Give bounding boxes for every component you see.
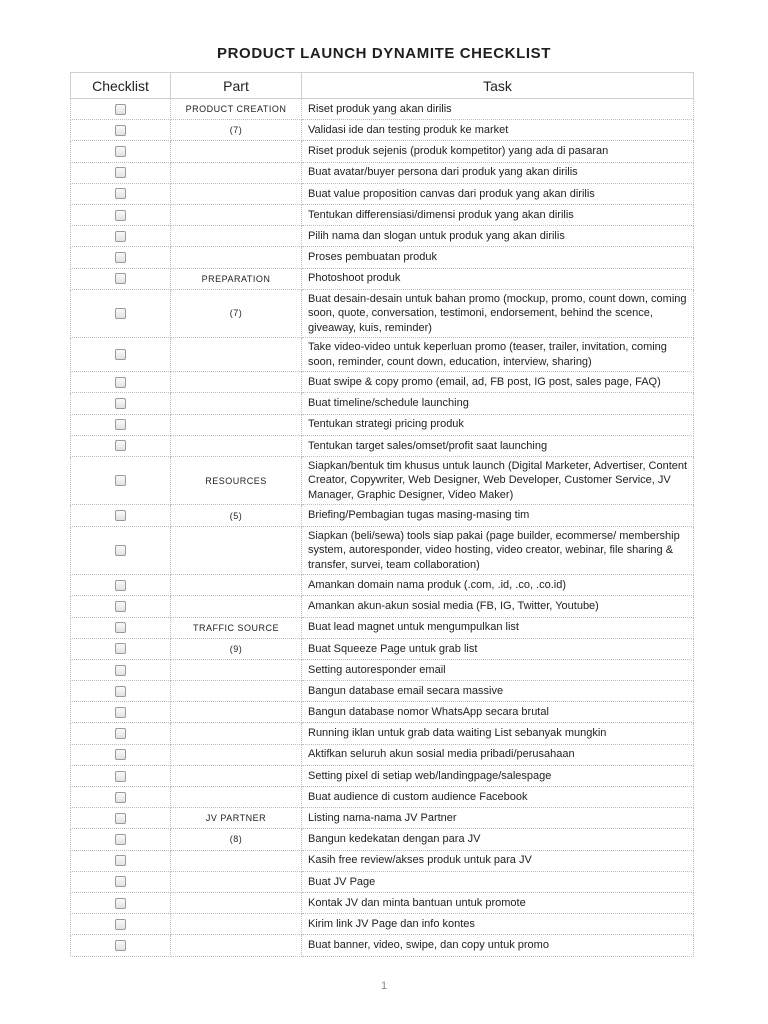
part-cell (171, 765, 302, 786)
checklist-cell (71, 99, 171, 120)
part-cell (171, 247, 302, 268)
checkbox[interactable] (115, 876, 126, 887)
part-cell (171, 414, 302, 435)
table-row (71, 372, 694, 393)
table-row (71, 289, 694, 338)
part-cell: JV PARTNER (171, 808, 302, 829)
table-row (71, 659, 694, 680)
table-row (71, 702, 694, 723)
checklist-cell (71, 723, 171, 744)
checkbox[interactable] (115, 252, 126, 263)
table-row (71, 414, 694, 435)
part-cell (171, 871, 302, 892)
part-cell (171, 393, 302, 414)
part-cell: (9) (171, 638, 302, 659)
page-number: 1 (380, 980, 388, 992)
checklist-cell (71, 681, 171, 702)
checklist-cell (71, 914, 171, 935)
checklist-cell (71, 892, 171, 913)
checkbox[interactable] (115, 125, 126, 136)
task-cell: Tentukan strategi pricing produk (302, 414, 694, 435)
task-cell: Buat Squeeze Page untuk grab list (302, 638, 694, 659)
table-row (71, 268, 694, 289)
checklist-cell (71, 638, 171, 659)
checkbox[interactable] (115, 308, 126, 319)
task-cell: Buat JV Page (302, 871, 694, 892)
checklist-cell (71, 247, 171, 268)
part-cell: (8) (171, 829, 302, 850)
checklist-cell (71, 744, 171, 765)
part-cell (171, 372, 302, 393)
task-cell: Riset produk yang akan dirilis (302, 99, 694, 120)
task-cell: Riset produk sejenis (produk kompetitor) yang ada di pasaran (302, 141, 694, 162)
part-cell (171, 935, 302, 956)
task-cell: Kirim link JV Page dan info kontes (302, 914, 694, 935)
part-cell (171, 787, 302, 808)
checklist-table (70, 72, 694, 957)
checkbox[interactable] (115, 510, 126, 521)
checkbox[interactable] (115, 622, 126, 633)
checklist-cell (71, 659, 171, 680)
checkbox[interactable] (115, 104, 126, 115)
checkbox[interactable] (115, 834, 126, 845)
checklist-cell (71, 526, 171, 575)
checkbox[interactable] (115, 940, 126, 951)
checkbox[interactable] (115, 792, 126, 803)
checklist-cell (71, 435, 171, 456)
table-row (71, 226, 694, 247)
checklist-cell (71, 268, 171, 289)
task-cell: Amankan domain nama produk (.com, .id, .co, .co.id) (302, 575, 694, 596)
table-row (71, 247, 694, 268)
part-cell (171, 702, 302, 723)
part-cell: PREPARATION (171, 268, 302, 289)
checklist-cell (71, 935, 171, 956)
checkbox[interactable] (115, 855, 126, 866)
table-row (71, 681, 694, 702)
checkbox[interactable] (115, 475, 126, 486)
part-cell (171, 526, 302, 575)
checklist-cell (71, 120, 171, 141)
table-row (71, 505, 694, 526)
checklist-cell (71, 162, 171, 183)
task-cell: Tentukan differensiasi/dimensi produk yang akan dirilis (302, 204, 694, 225)
task-cell: Buat lead magnet untuk mengumpulkan list (302, 617, 694, 638)
checklist-rows (71, 99, 694, 957)
task-cell: Take video-video untuk keperluan promo (teaser, trailer, invitation, coming soon, reminder, count down, education, interview, sharing) (302, 338, 694, 372)
table-row (71, 935, 694, 956)
part-cell: (5) (171, 505, 302, 526)
part-cell (171, 744, 302, 765)
checkbox[interactable] (115, 707, 126, 718)
table-row (71, 141, 694, 162)
part-cell (171, 141, 302, 162)
task-cell: Listing nama-nama JV Partner (302, 808, 694, 829)
checkbox[interactable] (115, 545, 126, 556)
checkbox[interactable] (115, 686, 126, 697)
page-title: PRODUCT LAUNCH DYNAMITE CHECKLIST (217, 45, 551, 62)
part-cell (171, 596, 302, 617)
table-row (71, 183, 694, 204)
checklist-cell (71, 338, 171, 372)
checkbox[interactable] (115, 601, 126, 612)
part-cell: PRODUCT CREATION (171, 99, 302, 120)
checkbox[interactable] (115, 188, 126, 199)
checklist-cell (71, 617, 171, 638)
checkbox[interactable] (115, 771, 126, 782)
checkbox[interactable] (115, 167, 126, 178)
task-cell: Photoshoot produk (302, 268, 694, 289)
checklist-cell (71, 414, 171, 435)
checkbox[interactable] (115, 349, 126, 360)
checklist-cell (71, 850, 171, 871)
part-cell: TRAFFIC SOURCE (171, 617, 302, 638)
part-cell (171, 204, 302, 225)
task-cell: Aktifkan seluruh akun sosial media pribadi/perusahaan (302, 744, 694, 765)
part-cell (171, 575, 302, 596)
checkbox[interactable] (115, 643, 126, 654)
checklist-cell (71, 289, 171, 338)
table-row (71, 99, 694, 120)
task-cell: Buat value proposition canvas dari produk yang akan dirilis (302, 183, 694, 204)
checklist-cell (71, 702, 171, 723)
task-cell: Briefing/Pembagian tugas masing-masing tim (302, 505, 694, 526)
part-cell (171, 892, 302, 913)
checkbox[interactable] (115, 231, 126, 242)
table-row (71, 120, 694, 141)
table-row (71, 575, 694, 596)
checkbox[interactable] (115, 398, 126, 409)
table-row (71, 723, 694, 744)
checklist-cell (71, 808, 171, 829)
checkbox[interactable] (115, 728, 126, 739)
part-cell: (7) (171, 289, 302, 338)
checkbox[interactable] (115, 898, 126, 909)
checkbox[interactable] (115, 419, 126, 430)
task-cell: Bangun database nomor WhatsApp secara brutal (302, 702, 694, 723)
checkbox[interactable] (115, 440, 126, 451)
table-row (71, 808, 694, 829)
part-cell (171, 226, 302, 247)
header-part: Part (171, 73, 302, 99)
task-cell: Kontak JV dan minta bantuan untuk promote (302, 892, 694, 913)
task-cell: Tentukan target sales/omset/profit saat launching (302, 435, 694, 456)
checkbox[interactable] (115, 813, 126, 824)
checklist-cell (71, 596, 171, 617)
checklist-cell (71, 871, 171, 892)
part-cell (171, 850, 302, 871)
checklist-cell (71, 204, 171, 225)
task-cell: Proses pembuatan produk (302, 247, 694, 268)
checkbox[interactable] (115, 919, 126, 930)
task-cell: Buat banner, video, swipe, dan copy untuk promo (302, 935, 694, 956)
table-row (71, 596, 694, 617)
part-cell (171, 723, 302, 744)
task-cell: Setting autoresponder email (302, 659, 694, 680)
table-row (71, 765, 694, 786)
task-cell: Validasi ide dan testing produk ke market (302, 120, 694, 141)
task-cell: Bangun kedekatan dengan para JV (302, 829, 694, 850)
table-row (71, 435, 694, 456)
checkbox[interactable] (115, 665, 126, 676)
table-row (71, 638, 694, 659)
task-cell: Buat avatar/buyer persona dari produk yang akan dirilis (302, 162, 694, 183)
checklist-cell (71, 141, 171, 162)
part-cell (171, 914, 302, 935)
part-cell (171, 183, 302, 204)
checklist-cell (71, 393, 171, 414)
table-row (71, 787, 694, 808)
task-cell: Buat swipe & copy promo (email, ad, FB post, IG post, sales page, FAQ) (302, 372, 694, 393)
task-cell: Kasih free review/akses produk untuk para JV (302, 850, 694, 871)
task-cell: Setting pixel di setiap web/landingpage/salespage (302, 765, 694, 786)
table-row (71, 162, 694, 183)
checklist-cell (71, 183, 171, 204)
checklist-cell (71, 456, 171, 505)
table-row (71, 871, 694, 892)
checklist-cell (71, 829, 171, 850)
checkbox[interactable] (115, 749, 126, 760)
checkbox[interactable] (115, 580, 126, 591)
header-task: Task (302, 73, 694, 99)
task-cell: Siapkan/bentuk tim khusus untuk launch (Digital Marketer, Advertiser, Content Creator, Copywriter, Web Designer, Web Developer, Customer Service, JV Manager, Graphic Designer, Video Maker) (302, 456, 694, 505)
part-cell: (7) (171, 120, 302, 141)
part-cell (171, 659, 302, 680)
task-cell: Amankan akun-akun sosial media (FB, IG, Twitter, Youtube) (302, 596, 694, 617)
table-header-row (71, 73, 694, 99)
checklist-cell (71, 505, 171, 526)
table-row (71, 850, 694, 871)
table-row (71, 892, 694, 913)
checkbox[interactable] (115, 146, 126, 157)
checklist-cell (71, 787, 171, 808)
task-cell: Pilih nama dan slogan untuk produk yang akan dirilis (302, 226, 694, 247)
checkbox[interactable] (115, 210, 126, 221)
part-cell (171, 435, 302, 456)
table-row (71, 456, 694, 505)
checklist-cell (71, 575, 171, 596)
table-row (71, 829, 694, 850)
task-cell: Siapkan (beli/sewa) tools siap pakai (page builder, ecommerse/ membership system, autoresponder, video hosting, video creator, webinar, file sharing & transfer, survei, team collaboration) (302, 526, 694, 575)
table-row (71, 914, 694, 935)
table-row (71, 617, 694, 638)
checkbox[interactable] (115, 377, 126, 388)
checklist-cell (71, 226, 171, 247)
task-cell: Buat desain-desain untuk bahan promo (mockup, promo, count down, coming soon, quote, conversation, testimoni, endorsement, behind the scence, giveaway, kuis, reminder) (302, 289, 694, 338)
part-cell (171, 681, 302, 702)
table-row (71, 744, 694, 765)
part-cell (171, 338, 302, 372)
table-row (71, 204, 694, 225)
task-cell: Running iklan untuk grab data waiting List sebanyak mungkin (302, 723, 694, 744)
table-row (71, 393, 694, 414)
checklist-cell (71, 765, 171, 786)
table-row (71, 338, 694, 372)
table-row (71, 526, 694, 575)
task-cell: Bangun database email secara massive (302, 681, 694, 702)
checklist-cell (71, 372, 171, 393)
task-cell: Buat timeline/schedule launching (302, 393, 694, 414)
header-checklist: Checklist (71, 73, 171, 99)
part-cell: RESOURCES (171, 456, 302, 505)
part-cell (171, 162, 302, 183)
task-cell: Buat audience di custom audience Facebook (302, 787, 694, 808)
checkbox[interactable] (115, 273, 126, 284)
